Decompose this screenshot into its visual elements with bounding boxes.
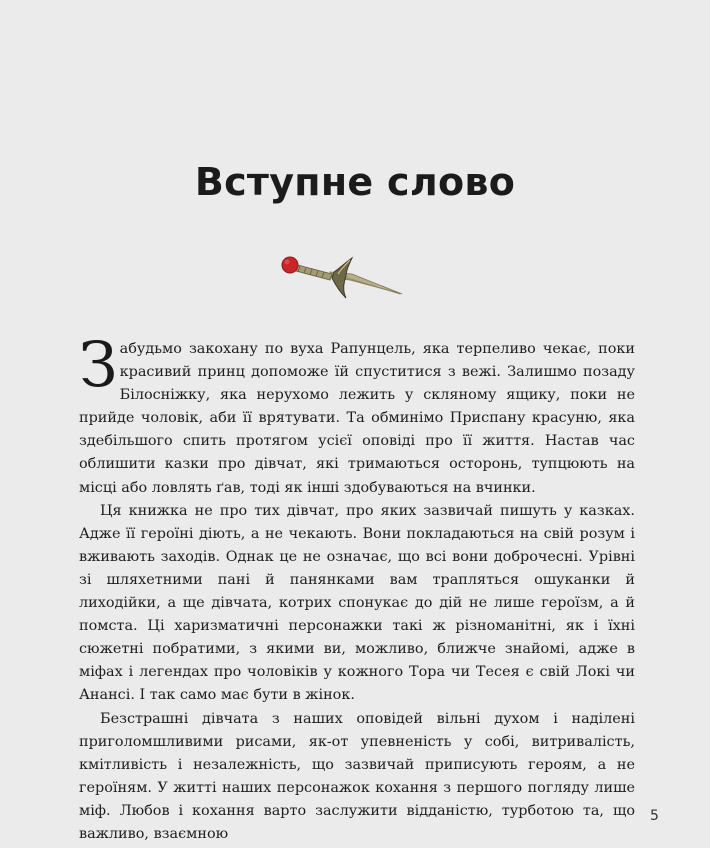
intro-text: [79, 328, 635, 846]
dagger-icon: [272, 250, 412, 310]
chapter-title: Вступне слово: [194, 160, 516, 204]
page-number: 5: [650, 808, 659, 824]
paragraph-1: [79, 328, 635, 500]
drop-cap: З: [79, 328, 118, 401]
paragraph-1-text: абудьмо закохану по вуха Рапунцель, яка терпеливо чекає, поки красивий принц допоможе їй спуститися з вежі. Залишмо позаду Білосніжку, яка нерухомо лежить у скляному ящику, поки не прийде чоловік, аби її врятувати. Та обминімо Приспану красуню, яка здебільшого спить протягом усієї оповіді про її життя. Настав час облишити казки про дівчат, які тримаються осторонь, тупцюють на місці або ловлять ґав, тоді як інші здобуваються на вчинки.: [79, 341, 635, 496]
paragraph-3: Безстрашні дівчата з наших оповідей вільні духом і наділені приголомшливими рисами, як-от упевненість у собі, витривалість, кмітливість і незалежність, що зазвичай приписують героям, а не героїням. У житті наших персонажок кохання з першого погляду лише міф. Любов і кохання варто заслужити відданістю, турботою та, що важливо, взаємною: [79, 710, 635, 842]
paragraph-2: Ця книжка не про тих дівчат, про яких зазвичай пишуть у казках. Адже її героїні діють, а не чекають. Вони покладаються на свій розум і вживають заходів. Однак це не означає, що всі вони доброчесні. Урівні зі шляхетними пані й панянками вам трапляться ошуканки й лиходійки, а ще дівчата, котрих спонукає до дій не лише героїзм, а й помста. Ці харизматичні персонажки такі ж різноманітні, як і їхні сюжетні побратими, з якими ви, можливо, ближче знайомі, адже в міфах і легендах про чоловіків у кожного Тора чи Тесея є свій Локі чи Анансі. І так само має бути в жінок.: [79, 502, 635, 704]
